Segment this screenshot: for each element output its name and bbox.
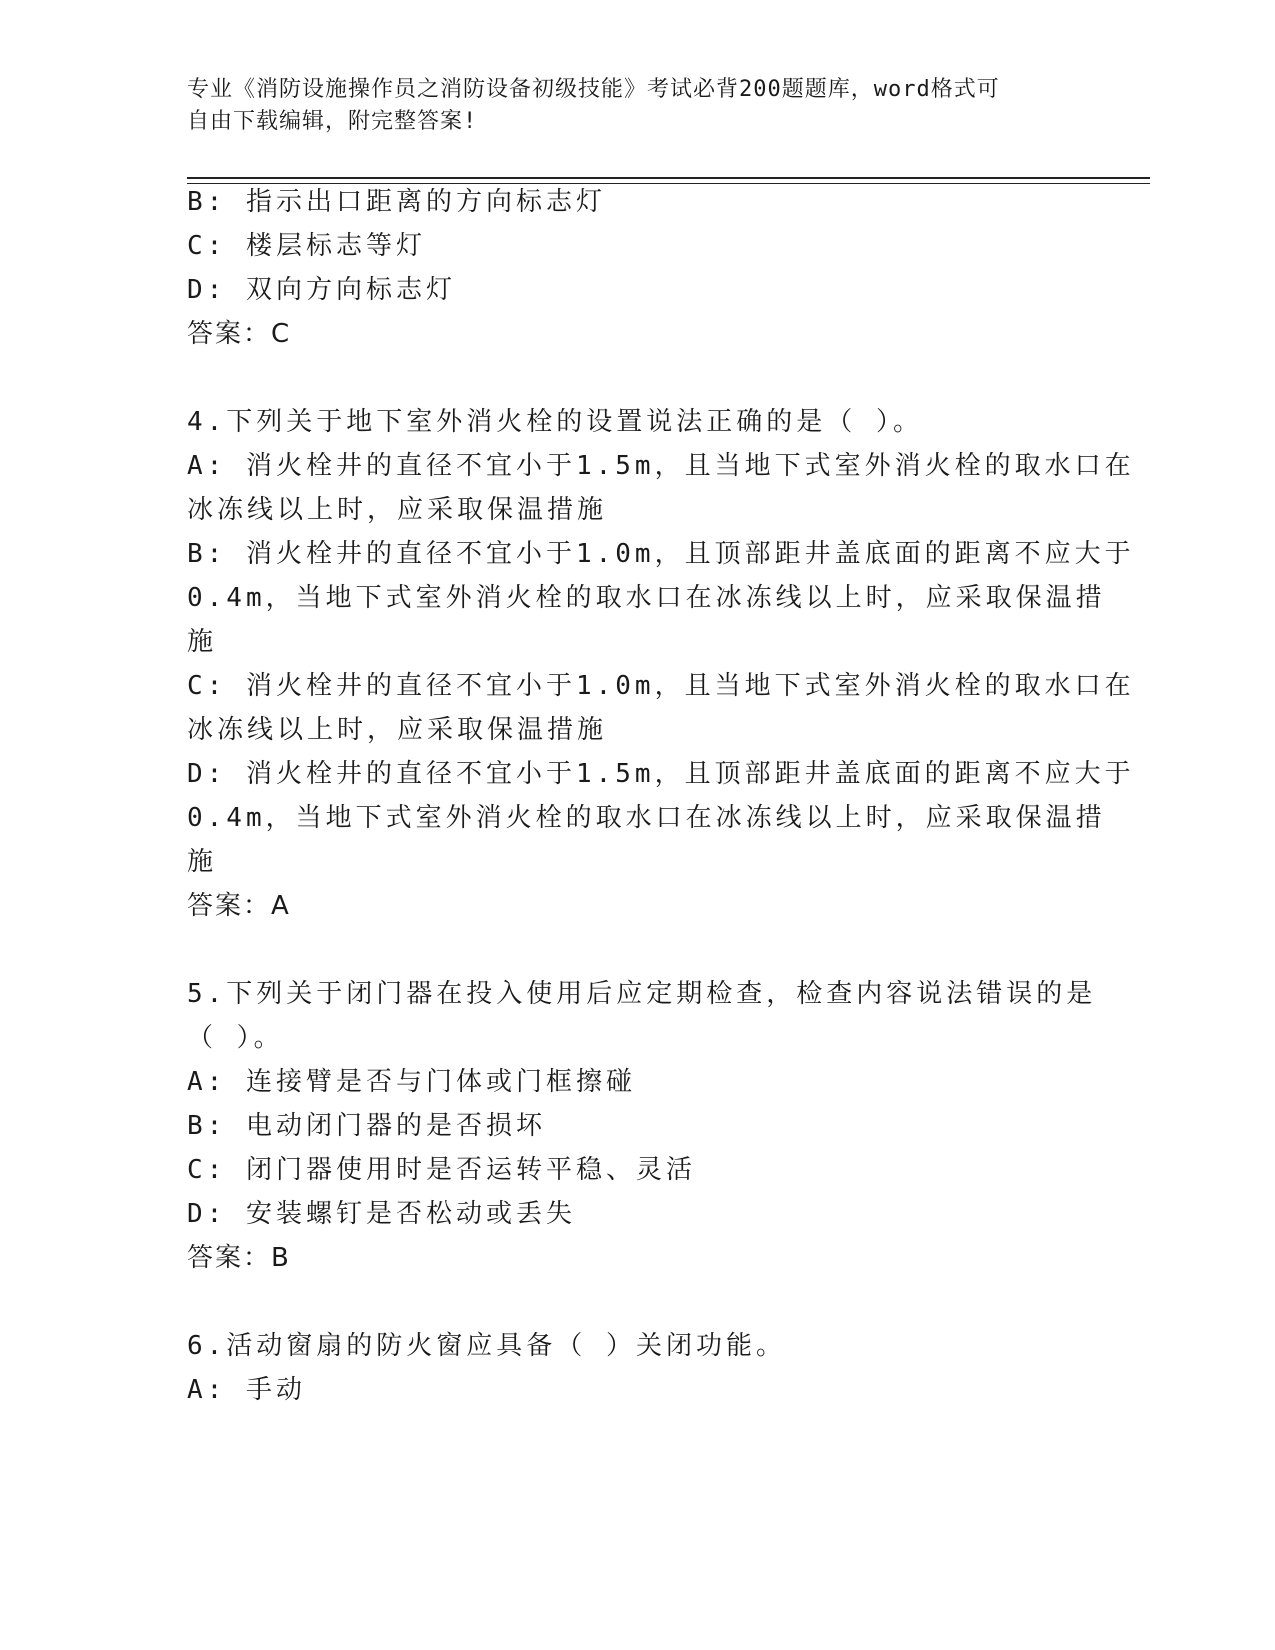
header-title-line-2: 自由下载编辑，附完整答案! bbox=[187, 109, 478, 134]
q6-stem: 6.活动窗扇的防火窗应具备（ ）关闭功能。 bbox=[187, 1331, 786, 1361]
q4-option-c-line-1: C: 消火栓井的直径不宜小于1.0m，且当地下式室外消火栓的取水口在 bbox=[187, 671, 1135, 701]
q3-answer: 答案：C bbox=[187, 319, 292, 349]
q4-option-b-line-1: B: 消火栓井的直径不宜小于1.0m，且顶部距井盖底面的距离不应大于 bbox=[187, 539, 1135, 569]
q4-option-c-line-2: 冰冻线以上时，应采取保温措施 bbox=[187, 715, 608, 745]
q6-option-a: A: 手动 bbox=[187, 1375, 306, 1405]
q5-option-b: B: 电动闭门器的是否损坏 bbox=[187, 1111, 546, 1141]
q4-option-d-line-3: 施 bbox=[187, 847, 218, 877]
q4-option-d-line-1: D: 消火栓井的直径不宜小于1.5m，且顶部距井盖底面的距离不应大于 bbox=[187, 759, 1135, 789]
q5-stem-line-1: 5.下列关于闭门器在投入使用后应定期检查，检查内容说法错误的是 bbox=[187, 979, 1097, 1009]
q4-option-b-line-3: 施 bbox=[187, 627, 218, 657]
document-header bbox=[187, 74, 1067, 138]
q4-stem: 4.下列关于地下室外消火栓的设置说法正确的是（ ）。 bbox=[187, 407, 923, 437]
q3-option-c: C: 楼层标志等灯 bbox=[187, 231, 426, 261]
q5-option-d: D: 安装螺钉是否松动或丢失 bbox=[187, 1199, 576, 1229]
q5-option-a: A: 连接臂是否与门体或门框擦碰 bbox=[187, 1067, 636, 1097]
q4-option-d-line-2: 0.4m，当地下式室外消火栓的取水口在冰冻线以上时，应采取保温措 bbox=[187, 803, 1106, 833]
header-divider-thick bbox=[187, 177, 1150, 179]
q4-option-a-line-1: A: 消火栓井的直径不宜小于1.5m，且当地下式室外消火栓的取水口在 bbox=[187, 451, 1135, 481]
header-title-line-1: 专业《消防设施操作员之消防设备初级技能》考试必背200题题库，word格式可 bbox=[187, 77, 1000, 102]
q4-option-a-line-2: 冰冻线以上时，应采取保温措施 bbox=[187, 495, 608, 525]
q3-option-d: D: 双向方向标志灯 bbox=[187, 275, 456, 305]
q4-answer: 答案：A bbox=[187, 891, 291, 921]
q4-option-b-line-2: 0.4m，当地下式室外消火栓的取水口在冰冻线以上时，应采取保温措 bbox=[187, 583, 1106, 613]
q5-stem-line-2: （ ）。 bbox=[187, 1023, 284, 1053]
q3-option-b: B: 指示出口距离的方向标志灯 bbox=[187, 187, 606, 217]
q5-answer: 答案：B bbox=[187, 1243, 291, 1273]
q5-option-c: C: 闭门器使用时是否运转平稳、灵活 bbox=[187, 1155, 696, 1185]
header-divider-thin bbox=[187, 183, 1150, 184]
